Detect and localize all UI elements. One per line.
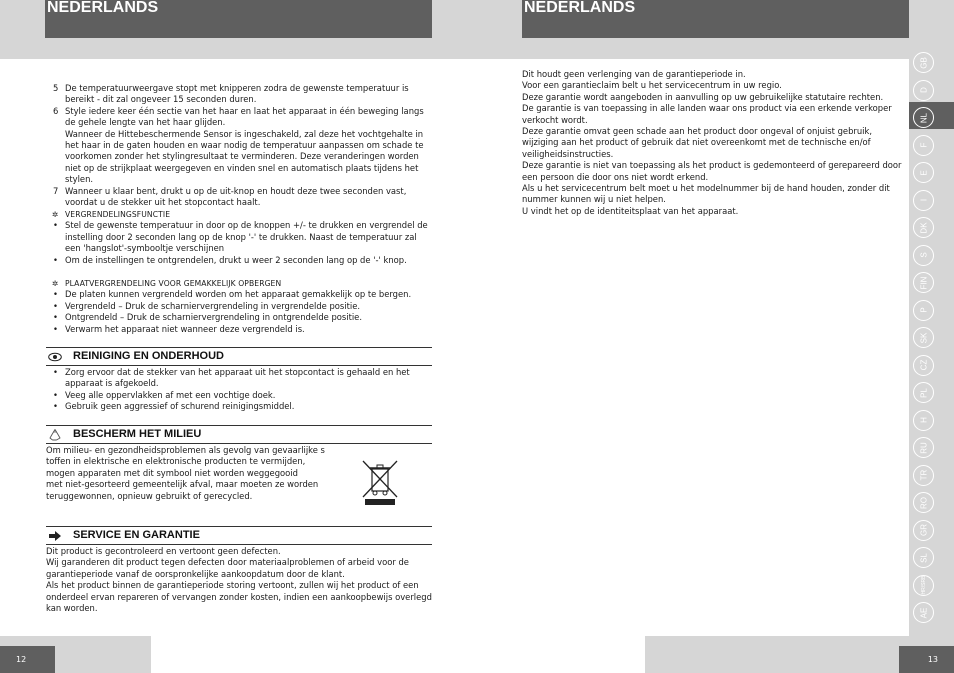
- tab-language-ru[interactable]: RU: [913, 437, 934, 458]
- tab-language-h[interactable]: H: [913, 410, 934, 431]
- sun-icon: ✲: [52, 279, 59, 288]
- tab-language-ae[interactable]: AE: [913, 602, 934, 623]
- language-tabs: [909, 0, 954, 673]
- tab-language-d[interactable]: D: [913, 80, 934, 101]
- tab-language-f[interactable]: F: [913, 135, 934, 156]
- left-steps: [53, 83, 433, 208]
- tab-language-p[interactable]: P: [913, 300, 934, 321]
- tab-language-dk[interactable]: DK: [913, 217, 934, 238]
- environment-text: Om milieu- en gezondheidsproblemen als gevolg van gevaarlijke s toffen in elektrische en elektronische producten te vermijden, mogen apparaten met dit symbool niet worden weggegooid met niet-gesorteerd gemeentelijk afval, maar moeten ze worden teruggewonnen, opnieuw gebruikt of gerecycled.: [46, 445, 325, 501]
- recycle-icon: [48, 428, 62, 442]
- tab-language-nl[interactable]: NL: [913, 107, 934, 128]
- cleaning-section-title: REINIGING EN ONDERHOUD: [46, 347, 432, 366]
- tab-language-pl[interactable]: PL: [913, 382, 934, 403]
- step-6: 6 Style iedere keer één sectie van het haar en laat het apparaat in één beweging langs de gehele lengte van het haar glijden. Wanneer de Hittebeschermende Sensor is ingeschakeld, zal deze het vochtgehalte in het haar in de gaten houden en waar nodig de temperatuur aanpassen om schade te voorkomen zonder het stylingresultaat te verminderen. Deze veranderingen worden niet op de strijkplaat weergegeven en vinden snel en automatisch plaats tijdens het stylen.: [53, 105, 424, 185]
- list-item: • Om de instellingen te ontgrendelen, drukt u weer 2 seconden lang op de '-' knop.: [53, 254, 407, 265]
- step-7: 7 Wanneer u klaar bent, drukt u op de uit-knop en houdt deze twee seconden vast, voordat u de stekker uit het stopcontact haalt.: [53, 185, 407, 208]
- sun-icon: ✲: [52, 210, 59, 219]
- tab-language-hr-srb[interactable]: HR/SRB: [913, 575, 934, 596]
- tab-language-sk[interactable]: SK: [913, 327, 934, 348]
- tab-language-ro[interactable]: RO: [913, 492, 934, 513]
- right-page-number: 13: [899, 646, 954, 673]
- service-text: Dit product is gecontroleerd en vertoont geen defecten. Wij garanderen dit product tegen defecten door materiaalproblemen of arbeid voor de garantieperiode vanaf de oorspronkelijke aankoopdatum door de klant. Als het product binnen de garantieperiode storing vertoont, zullen wij het product of een onderdeel ervan repareren of vervangen zonder kosten, indien een aankoopbewijs overlegd kan worden.: [46, 546, 432, 614]
- service-section-title: SERVICE EN GARANTIE: [46, 526, 432, 545]
- arrow-right-icon: [48, 529, 62, 543]
- tab-language-fin[interactable]: FIN: [913, 272, 934, 293]
- list-item: • Zorg ervoor dat de stekker van het apparaat uit het stopcontact is gehaald en het apparaat is afgekoeld.: [53, 367, 410, 389]
- plate-title: ✲ PLAATVERGRENDELING VOOR GEMAKKELIJK OPBERGEN: [52, 279, 282, 288]
- plate-lock: [52, 278, 433, 335]
- tab-language-cz[interactable]: CZ: [913, 355, 934, 376]
- list-item: • Ontgrendeld – Druk de scharniervergrendeling in ontgrendelde positie.: [53, 312, 363, 323]
- tab-language-tr[interactable]: TR: [913, 465, 934, 486]
- tab-language-s[interactable]: S: [913, 245, 934, 266]
- step-5: 5 De temperatuurweergave stopt met knipperen zodra de gewenste temperatuur is bereikt - dit zal ongeveer 15 seconden duren.: [53, 83, 409, 105]
- tab-language-i[interactable]: I: [913, 190, 934, 211]
- right-warranty-text: Dit houdt geen verlenging van de garantieperiode in. Voor een garantieclaim belt u het servicecentrum in uw regio. Deze garantie wordt aangeboden in aanvulling op uw gebruikelijke statutaire rechten. De garantie is van toepassing in alle landen waar ons product via een erkende verkoper verkocht wordt. Deze garantie omvat geen schade aan het product door ongeval of onjuist gebruik, wijziging aan het product of gebruik dat niet overeenkomt met de technische en/of veiligheidsinstructies. Deze garantie is niet van toepassing als het product is gedemonteerd of gerepareerd door een persoon die door ons niet wordt erkend. Als u het servicecentrum belt moet u het modelnummer bij de hand houden, zonder dit nummer kunnen wij u niet helpen. U vindt het op de identiteitsplaat van het apparaat.: [522, 69, 902, 216]
- left-page-title-text: NEDERLANDS: [47, 0, 159, 16]
- tab-language-e[interactable]: E: [913, 162, 934, 183]
- list-item: • Veeg alle oppervlakken af met een vochtige doek.: [53, 389, 276, 400]
- weee-bin-icon: [361, 459, 399, 507]
- right-page-title: [522, 0, 909, 38]
- list-item: • Verwarm het apparaat niet wanneer deze vergrendeld is.: [53, 323, 305, 334]
- left-page-title: [45, 0, 432, 38]
- list-item: • Stel de gewenste temperatuur in door op de knoppen +/- te drukken en vergrendel de instelling door 2 seconden lang op de knop '-' te drukken. Naast de temperatuur zal een 'hangslot'-symbooltje verschijnen: [53, 220, 428, 254]
- right-page-title-text: NEDERLANDS: [524, 0, 636, 16]
- lock-title: ✲ VERGRENDELINGSFUNCTIE: [52, 210, 171, 219]
- tab-language-gb[interactable]: GB: [913, 52, 934, 73]
- tab-language-gr[interactable]: GR: [913, 520, 934, 541]
- list-item: • Gebruik geen aggressief of schurend reinigingsmiddel.: [53, 401, 295, 412]
- list-item: • Vergrendeld – Druk de scharniervergrendeling in vergrendelde positie.: [53, 300, 361, 311]
- left-page-number: 12: [0, 646, 55, 673]
- environment-section-title: BESCHERM HET MILIEU: [46, 425, 432, 444]
- cleaning-list: [53, 367, 433, 413]
- eye-icon: [48, 350, 62, 364]
- tab-language-sl[interactable]: SL: [913, 547, 934, 568]
- lock-function: [52, 209, 433, 266]
- list-item: • De platen kunnen vergrendeld worden om het apparaat gemakkelijk op te bergen.: [53, 289, 412, 300]
